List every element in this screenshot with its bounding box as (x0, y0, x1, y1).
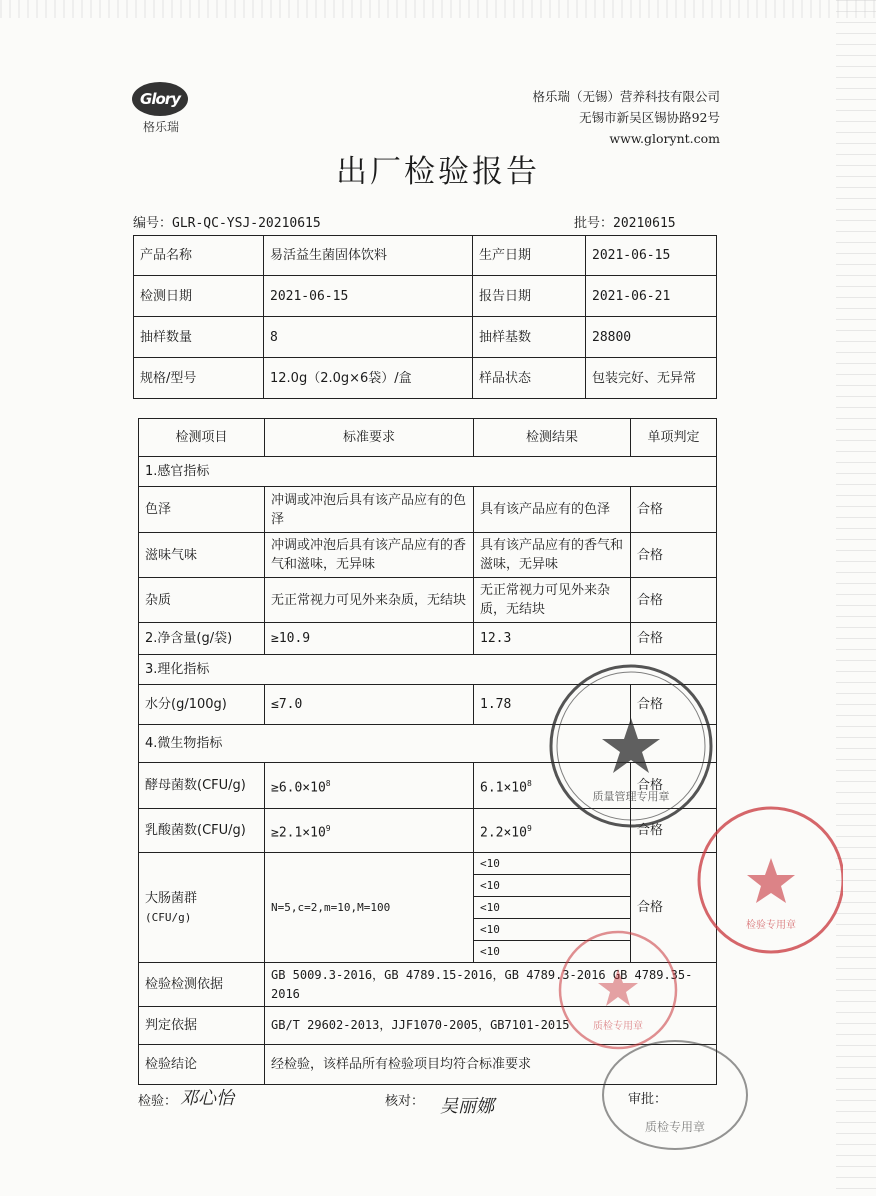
basis-value: GB 5009.3-2016，GB 4789.15-2016，GB 4789.3-2016 GB 4789.35-2016 (265, 963, 717, 1007)
product-name-value: 易活益生菌固体饮料 (264, 236, 473, 276)
standard-coliform: N=5,c=2,m=10,M=100 (265, 853, 474, 963)
judgement-net: 合格 (631, 623, 717, 655)
svg-text:质检专用章: 质检专用章 (593, 1021, 643, 1032)
section-physchem: 3.理化指标 (139, 655, 717, 685)
spec-label: 规格/型号 (134, 358, 264, 399)
svg-text:检验专用章: 检验专用章 (746, 920, 796, 931)
spec-value: 12.0g（2.0g×6袋）/盒 (264, 358, 473, 399)
item-coliform (139, 853, 265, 963)
conclusion-value: 经检验，该样品所有检验项目均符合标准要求 (265, 1045, 717, 1085)
info-row (134, 358, 717, 399)
info-row (134, 276, 717, 317)
scan-edge-noise (0, 0, 876, 18)
product-info-table (133, 235, 717, 399)
section-row (139, 457, 717, 487)
report-date-label: 报告日期 (473, 276, 586, 317)
standard-moisture: ≤7.0 (265, 685, 474, 725)
sample-qty-value: 8 (264, 317, 473, 358)
judgement-coliform: 合格 (631, 853, 717, 963)
production-date-value: 2021-06-15 (586, 236, 717, 276)
result-color: 具有该产品应有的色泽 (474, 487, 631, 533)
standard-lactic-base: ≥2.1×10 (271, 825, 326, 841)
basis-label: 检验检测依据 (139, 963, 265, 1007)
inspector-label: 检验： (138, 1094, 178, 1109)
standard-impurity: 无正常视力可见外来杂质，无结块 (265, 578, 474, 623)
header-item: 检测项目 (139, 419, 265, 457)
item-net: 2.净含量(g/袋) (139, 623, 265, 655)
item-taste: 滋味气味 (139, 533, 265, 578)
company-logo (128, 80, 194, 138)
result-coliform-2: <10 (474, 875, 631, 897)
result-lactic-exponent: 9 (526, 823, 532, 833)
judgement-taste: 合格 (631, 533, 717, 578)
report-number: 编号：GLR-QC-YSJ-20210615 (133, 216, 321, 231)
result-coliform-1: <10 (474, 853, 631, 875)
checker-label: 核对： (385, 1094, 425, 1109)
result-coliform-5: <10 (474, 941, 631, 963)
criteria-label: 判定依据 (139, 1007, 265, 1045)
sample-state-value: 包装完好、无异常 (586, 358, 717, 399)
table-row (139, 487, 717, 533)
result-yeast-base: 6.1×10 (480, 780, 527, 796)
production-date-label: 生产日期 (473, 236, 586, 276)
result-net: 12.3 (474, 623, 631, 655)
company-address: 无锡市新吴区锡协路92号 (579, 110, 720, 125)
sample-base-value: 28800 (586, 317, 717, 358)
standard-yeast-base: ≥6.0×10 (271, 780, 326, 796)
company-name: 格乐瑞（无锡）营养科技有限公司 (532, 89, 720, 104)
approver-label: 审批： (628, 1092, 668, 1107)
header-standard: 标准要求 (265, 419, 474, 457)
result-coliform-3: <10 (474, 897, 631, 919)
report-date-value: 2021-06-21 (586, 276, 717, 317)
company-website: www.glorynt.com (609, 131, 720, 146)
judgement-color: 合格 (631, 487, 717, 533)
result-impurity: 无正常视力可见外来杂质，无结块 (474, 578, 631, 623)
item-impurity: 杂质 (139, 578, 265, 623)
judgement-lactic: 合格 (631, 809, 717, 853)
inspector-signature: 邓心怡 (180, 1088, 234, 1109)
item-moisture: 水分(g/100g) (139, 685, 265, 725)
sample-state-label: 样品状态 (473, 358, 586, 399)
company-quality-seal (545, 660, 717, 832)
conclusion-label: 检验结论 (139, 1045, 265, 1085)
table-row (139, 533, 717, 578)
header-result: 检测结果 (474, 419, 631, 457)
item-coliform-name: 大肠菌群 (145, 890, 198, 906)
report-title: 出厂检验报告 (336, 154, 540, 190)
product-name-label: 产品名称 (134, 236, 264, 276)
standard-taste: 冲调或冲泡后具有该产品应有的香气和滋味，无异味 (265, 533, 474, 578)
standard-yeast (265, 763, 474, 809)
item-yeast: 酵母菌数(CFU/g) (139, 763, 265, 809)
judgement-impurity: 合格 (631, 578, 717, 623)
svg-text:质检专用章: 质检专用章 (644, 1120, 706, 1134)
item-lactic: 乳酸菌数(CFU/g) (139, 809, 265, 853)
standard-yeast-exponent: 8 (325, 778, 331, 788)
judgement-moisture: 合格 (631, 685, 717, 725)
checker-signature: 吴丽娜 (440, 1096, 494, 1117)
info-row (134, 236, 717, 276)
svg-text:质量管理专用章: 质量管理专用章 (592, 790, 670, 803)
standard-color: 冲调或冲泡后具有该产品应有的色泽 (265, 487, 474, 533)
logo-chinese-name: 格乐瑞 (142, 120, 179, 134)
results-header-row (139, 419, 717, 457)
result-taste: 具有该产品应有的香气和滋味，无异味 (474, 533, 631, 578)
item-color: 色泽 (139, 487, 265, 533)
table-row (139, 578, 717, 623)
approval-seal (595, 1035, 755, 1155)
batch-number: 批号：20210615 (574, 216, 676, 231)
section-micro: 4.微生物指标 (139, 725, 717, 763)
header-judgement: 单项判定 (631, 419, 717, 457)
item-coliform-unit: (CFU/g) (145, 910, 192, 924)
result-coliform-4: <10 (474, 919, 631, 941)
company-block (532, 86, 720, 149)
result-yeast-exponent: 8 (526, 778, 532, 788)
table-row (139, 623, 717, 655)
logo-mark: Glory (132, 82, 188, 116)
info-row (134, 317, 717, 358)
standard-lactic (265, 809, 474, 853)
test-date-label: 检测日期 (134, 276, 264, 317)
test-date-value: 2021-06-15 (264, 276, 473, 317)
result-lactic-base: 2.2×10 (480, 825, 527, 841)
red-company-seal (693, 800, 843, 960)
standard-net: ≥10.9 (265, 623, 474, 655)
sample-qty-label: 抽样数量 (134, 317, 264, 358)
standard-lactic-exponent: 9 (325, 823, 331, 833)
criteria-value: GB/T 29602-2013，JJF1070-2005，GB7101-2015 (265, 1007, 717, 1045)
sample-base-label: 抽样基数 (473, 317, 586, 358)
section-sensory: 1.感官指标 (139, 457, 717, 487)
result-moisture: 1.78 (474, 685, 631, 725)
judgement-yeast: 合格 (631, 763, 717, 809)
table-row (139, 853, 717, 875)
